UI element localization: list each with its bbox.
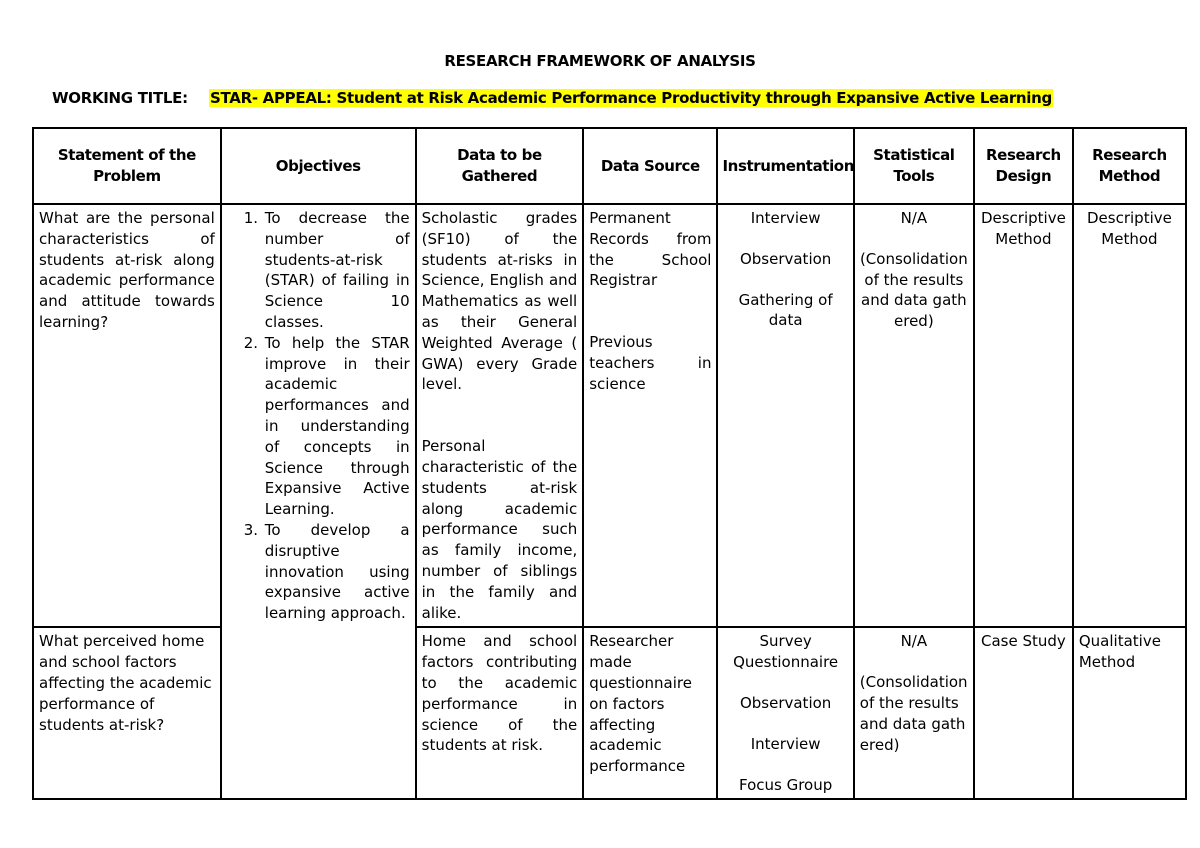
data-gathered-cell	[416, 204, 584, 627]
objective-item: 2. To help the STAR improve in their academic performances and in understanding of concepts in Science through Expansive Active Learning.	[263, 333, 410, 520]
header-data-source: Data Source	[583, 128, 717, 204]
table-row	[33, 627, 1186, 799]
stat-value: N/A	[900, 209, 928, 227]
header-research-design: Research Design	[974, 128, 1073, 204]
instrument-item: Observation	[739, 249, 832, 268]
instrumentation-cell	[717, 204, 853, 627]
table-header-row	[33, 128, 1186, 204]
instrument-item: Survey Questionnaire	[733, 632, 839, 672]
data-gathered-text: Personal characteristic of the students at-risk along academic performance such as family income, number of siblings in the family and alike.	[421, 437, 578, 622]
objective-item: 1. To decrease the number of students-at-risk (STAR) of failing in Science 10 classes.	[263, 208, 410, 333]
research-design-cell: Case Study	[974, 627, 1073, 799]
framework-table	[32, 127, 1187, 800]
stat-note: (Consolidation of the results and data gathered)	[859, 249, 968, 331]
statistical-tools-cell	[854, 627, 974, 799]
data-gathered-cell: Home and school factors contributing to the academic performance in science of the students at risk.	[416, 627, 584, 799]
instrument-item: Observation	[739, 693, 832, 712]
data-source-cell: Researcher made questionnaire on factors affecting academic performance	[583, 627, 717, 799]
header-objectives: Objectives	[221, 128, 416, 204]
problem-cell: What are the personal characteristics of students at-risk along academic performance and attitude towards learning?	[33, 204, 221, 627]
data-source-cell	[583, 204, 717, 627]
stat-value: N/A	[900, 632, 928, 651]
objectives-list	[227, 208, 410, 624]
working-title-label: WORKING TITLE:	[52, 89, 188, 107]
instrument-item: Focus Group	[738, 775, 833, 794]
header-data-to-be-gathered: Data to be Gathered	[416, 128, 584, 204]
header-statement-of-problem: Statement of the Problem	[33, 128, 221, 204]
header-instrumentation: Instrumentation	[717, 128, 853, 204]
research-method-cell: Descriptive Method	[1073, 204, 1186, 627]
instrument-item: Gathering of data	[738, 290, 833, 330]
table-row	[33, 204, 1186, 627]
instrument-item: Interview	[750, 734, 821, 753]
objectives-cell	[221, 204, 416, 799]
statistical-tools-cell	[854, 204, 974, 627]
document-title: RESEARCH FRAMEWORK OF ANALYSIS	[444, 52, 756, 70]
stat-note: (Consolidation of the results and data gathered)	[859, 673, 968, 754]
working-title-text: STAR- APPEAL: Student at Risk Academic Performance Productivity through Expansive Active Learning	[210, 89, 1052, 107]
research-design-cell: Descriptive Method	[974, 204, 1073, 627]
header-statistical-tools: Statistical Tools	[854, 128, 974, 204]
instrument-item: Interview	[750, 209, 821, 227]
objective-item: 3. To develop a disruptive innovation using expansive active learning approach.	[263, 520, 410, 624]
research-method-cell: Qualitative Method	[1073, 627, 1186, 799]
header-research-method: Research Method	[1073, 128, 1186, 204]
data-source-text: Previous teachers in science	[589, 333, 712, 393]
working-title-line	[52, 89, 1053, 107]
instrumentation-cell	[717, 627, 853, 799]
problem-cell: What perceived home and school factors affecting the academic performance of students at-risk?	[33, 627, 221, 799]
data-gathered-text: Scholastic grades (SF10) of the students at-risks in Science, English and Mathematics as well as their General Weighted Average ( GWA) every Grade level.	[421, 209, 578, 394]
data-source-text: Permanent Records from the School Registrar	[589, 209, 712, 290]
